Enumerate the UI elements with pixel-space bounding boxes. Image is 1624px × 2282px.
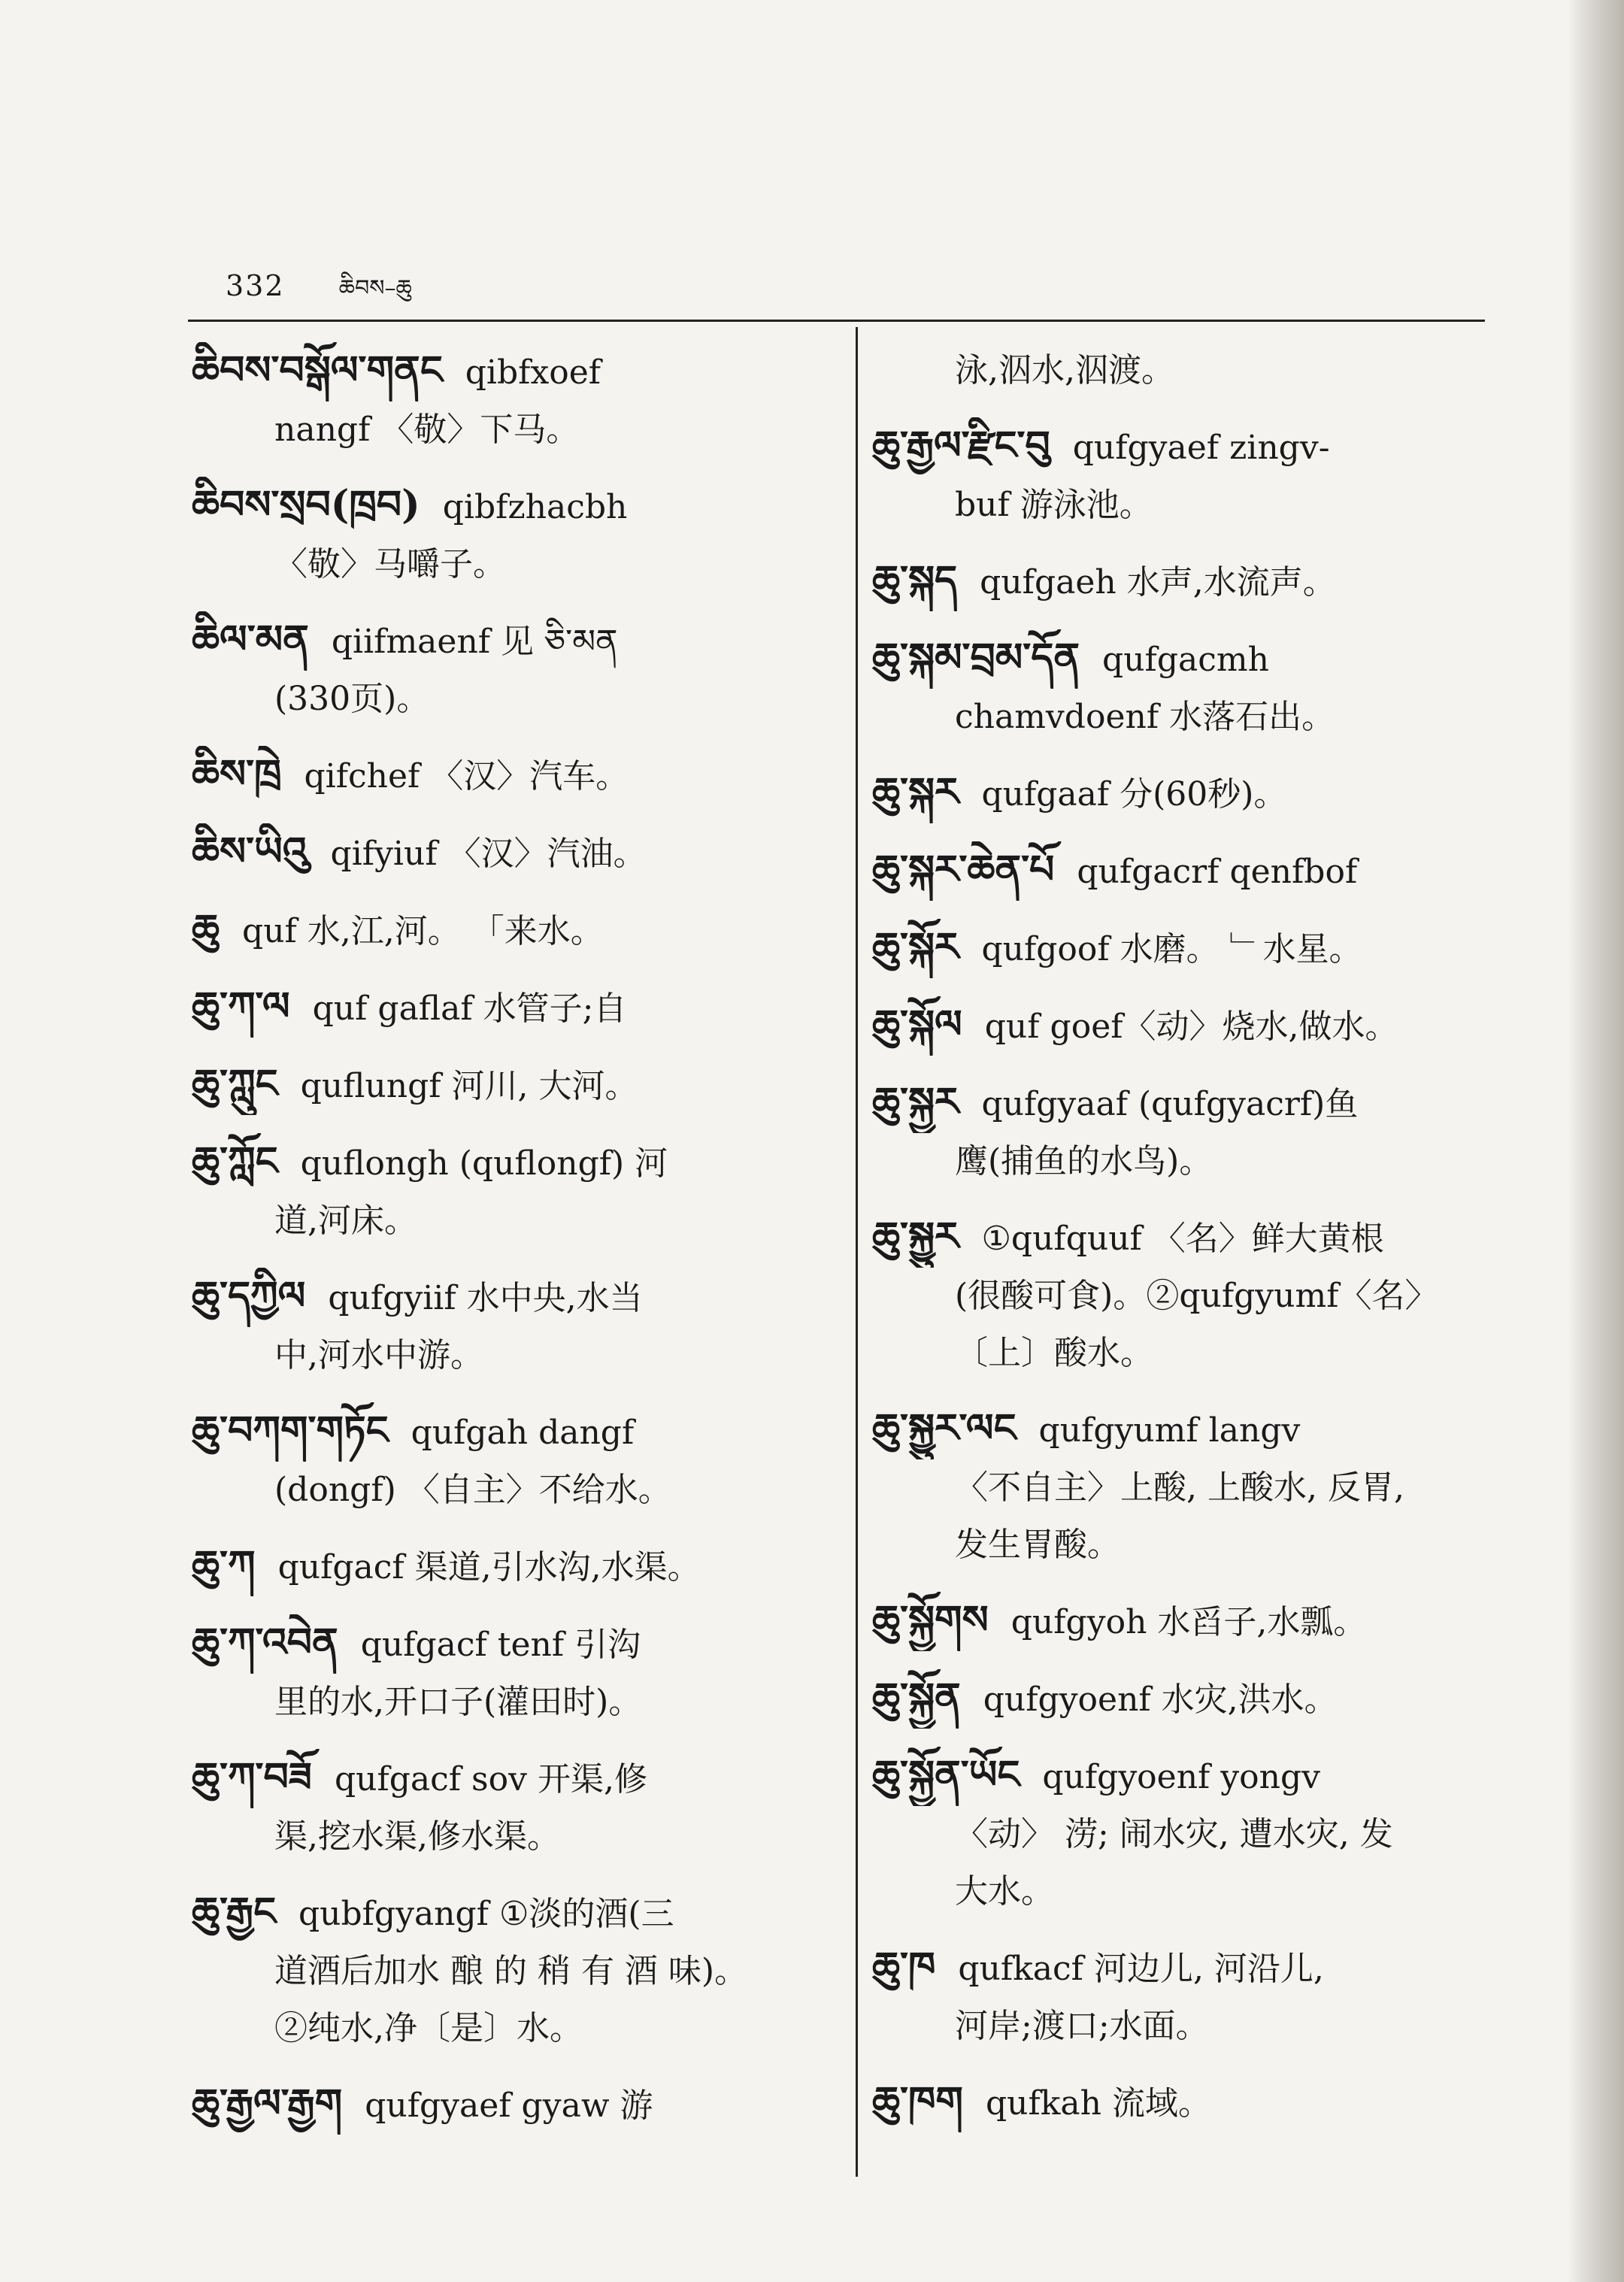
entry-line: [872, 1592, 1511, 1651]
entry-text: 中,河水中游。: [274, 1336, 483, 1374]
dictionary-entry: [872, 342, 1511, 399]
entry-line: [192, 1193, 838, 1250]
entry-line: [872, 1400, 1511, 1459]
entry-text: 里的水,开口子(灌田时)。: [274, 1683, 642, 1721]
dictionary-entry: [872, 1938, 1511, 2055]
page-number: 332: [226, 269, 285, 302]
dictionary-entry: [872, 1074, 1511, 1190]
entry-text: quf goef〈动〉烧水,做水。: [984, 1008, 1398, 1046]
entry-line: [872, 1938, 1511, 1998]
dictionary-entry: [192, 823, 838, 883]
entry-line: [872, 629, 1511, 689]
entry-line: [872, 1669, 1511, 1729]
entry-line: [192, 1402, 838, 1462]
entry-text: nangf 〈敬〉下马。: [274, 411, 580, 449]
entry-text: qubfgyangf ①淡的酒(三: [298, 1895, 674, 1933]
tibetan-headword: ཆུ་སྐྱོགས: [872, 1597, 989, 1643]
entry-text: qufgyaef gyaw 游: [365, 2087, 653, 2125]
entry-text: (330页)。: [274, 680, 430, 718]
tibetan-headword: ཆིས་ཁྲེ: [192, 751, 282, 797]
entry-line: [872, 841, 1511, 901]
tibetan-headword: ཆུ་སྐོར: [872, 924, 959, 970]
entry-text: qibfzhacbh: [442, 488, 628, 526]
tibetan-headword: ཆིས་ཡིའུ: [192, 829, 308, 874]
dictionary-entry: [872, 1208, 1511, 1382]
tibetan-headword: ཆུ་སྐྱུར: [872, 1214, 959, 1259]
entry-text: (dongf) 〈自主〉不给水。: [274, 1471, 671, 1509]
entry-text: quflungf 河川, 大河。: [300, 1067, 638, 1105]
entry-text: qufgacf 渠道,引水沟,水渠。: [277, 1548, 701, 1586]
entry-line: [872, 1268, 1511, 1325]
tibetan-headword: ཆིབས་སྲབ(ཁྲབ): [192, 482, 420, 528]
entry-text: 〔上〕酸水。: [955, 1334, 1153, 1372]
entry-text: 〈不自主〉上酸, 上酸水, 反胃,: [955, 1468, 1404, 1507]
dictionary-entry: [872, 1400, 1511, 1574]
entry-line: [872, 1517, 1511, 1574]
entry-line: [192, 611, 838, 671]
tibetan-headword: ཆུ་ཀ་བཟོ: [192, 1754, 312, 1800]
entry-line: [192, 901, 838, 960]
entry-text: qibfxoef: [465, 353, 601, 392]
entry-line: [872, 689, 1511, 746]
entry-text: qufgoof 水磨。 ﹂水星。: [981, 930, 1362, 968]
dictionary-entry: [872, 1592, 1511, 1651]
page-header: [226, 263, 412, 326]
tibetan-headword: ཆིབས་བསྒོལ་གནང: [192, 347, 443, 393]
tibetan-headword: ཆུ་སྐམ་བྲམ་དོན: [872, 635, 1080, 680]
entry-line: [192, 1327, 838, 1384]
running-head: ཆིབས–ཆུ: [338, 275, 412, 302]
entry-text: buf 游泳池。: [955, 486, 1153, 524]
entry-text: qufgyumf langv: [1038, 1411, 1301, 1450]
entry-line: [872, 1998, 1511, 2055]
entry-text: qufgyoenf yongv: [1042, 1758, 1321, 1796]
entry-text: 泳,泅水,泅渡。: [955, 351, 1174, 389]
entry-line: [192, 342, 838, 402]
entry-text: qufkacf 河边儿, 河沿儿,: [958, 1950, 1324, 1988]
dictionary-entry: [192, 1402, 838, 1519]
dictionary-entry: [192, 1614, 838, 1731]
entry-line: [872, 1863, 1511, 1920]
entry-line: [192, 402, 838, 459]
entry-line: [192, 1268, 838, 1327]
entry-text: qufgah dangf: [411, 1414, 635, 1452]
entry-text: qufgaeh 水声,水流声。: [980, 563, 1336, 602]
entry-text: qufgyaef zingv-: [1072, 429, 1330, 467]
dictionary-entry: [872, 1669, 1511, 1729]
entry-line: [192, 823, 838, 883]
entry-line: [872, 1747, 1511, 1806]
entry-text: qufgacrf qenfbof: [1077, 853, 1358, 891]
tibetan-headword: ཆུ་བཀག་གཏོང: [192, 1408, 389, 1453]
tibetan-headword: ཆིལ་མན: [192, 617, 309, 662]
tibetan-headword: ཆུ་སྐོལ: [872, 1002, 962, 1047]
entry-line: [192, 2000, 838, 2057]
entry-text: 河岸;渡口;水面。: [955, 2007, 1209, 2045]
entry-text: qufgacmh: [1102, 641, 1269, 679]
entry-line: [872, 1133, 1511, 1190]
tibetan-headword: ཆུ་སྐྱར: [872, 1079, 959, 1125]
entry-line: [192, 1462, 838, 1519]
entry-line: [192, 1883, 838, 1943]
entry-line: [872, 417, 1511, 477]
dictionary-entry: [872, 417, 1511, 534]
entry-line: [192, 1133, 838, 1193]
dictionary-entry: [192, 746, 838, 805]
entry-text: qufgyaaf (qufgyacrf)鱼: [981, 1085, 1359, 1123]
entry-text: qifyiuf 〈汉〉汽油。: [330, 835, 647, 873]
page-edge-shadow: [1568, 0, 1624, 2282]
entry-text: 发生胃酸。: [955, 1526, 1120, 1564]
entry-text: quf gaflaf 水管子;自: [312, 989, 627, 1028]
entry-line: [872, 996, 1511, 1056]
entry-text: (很酸可食)。②qufgyumf〈名〉: [955, 1277, 1438, 1315]
entry-line: [872, 1459, 1511, 1517]
entry-text: 道酒后加水 酿 的 稍 有 酒 味)。: [274, 1952, 748, 1990]
right-column: [872, 342, 1511, 2150]
dictionary-entry: [192, 1056, 838, 1115]
dictionary-entry: [192, 1749, 838, 1865]
entry-text: ②纯水,净〔是〕水。: [274, 2009, 583, 2047]
tibetan-headword: ཆུ་རྒྱང: [192, 1889, 276, 1935]
entry-line: [872, 919, 1511, 978]
dictionary-entry: [192, 611, 838, 728]
tibetan-headword: ཆུ་ཀ་འབེན: [192, 1620, 338, 1665]
tibetan-headword: ཆུ་སྐར་ཆེན་པོ: [872, 847, 1055, 892]
dictionary-entry: [872, 1747, 1511, 1920]
entry-text: qiifmaenf 见 ཅི་མན: [331, 623, 618, 661]
dictionary-entry: [192, 1268, 838, 1384]
dictionary-entry: [872, 552, 1511, 611]
entry-line: [872, 552, 1511, 611]
entry-line: [872, 1806, 1511, 1863]
dictionary-entry: [192, 477, 838, 593]
entry-text: qufkah 流域。: [985, 2084, 1211, 2123]
entry-line: [872, 477, 1511, 534]
left-column: [192, 342, 838, 2153]
entry-text: qufgyiif 水中央,水当: [328, 1279, 643, 1317]
entry-text: ①qufquuf 〈名〉鲜大黄根: [981, 1220, 1384, 1258]
entry-line: [192, 1749, 838, 1808]
dictionary-entry: [192, 1133, 838, 1250]
entry-text: qufgyoh 水舀子,水瓢。: [1010, 1603, 1367, 1641]
entry-line: [192, 978, 838, 1038]
entry-line: [192, 1056, 838, 1115]
column-divider: [856, 327, 858, 2177]
entry-line: [192, 2075, 838, 2135]
entry-text: qufgyoenf 水灾,洪水。: [983, 1680, 1338, 1719]
tibetan-headword: ཆུ་དཀྱིལ: [192, 1273, 306, 1319]
entry-text: 大水。: [955, 1872, 1054, 1911]
entry-line: [192, 1537, 838, 1596]
tibetan-headword: ཆུ་སྐྱོན: [872, 1674, 961, 1720]
dictionary-entry: [872, 629, 1511, 746]
entry-line: [872, 2073, 1511, 2132]
entry-line: [872, 1325, 1511, 1382]
tibetan-headword: ཆུ་ཀློང: [192, 1138, 278, 1184]
entry-text: qufgaaf 分(60秒)。: [981, 775, 1287, 814]
tibetan-headword: ཆུ་ཀ་ལ: [192, 983, 290, 1029]
tibetan-headword: ཆུ་ཀླུང: [192, 1061, 278, 1107]
dictionary-entry: [192, 978, 838, 1038]
dictionary-entry: [192, 1537, 838, 1596]
tibetan-headword: ཆུ་ཁག: [872, 2078, 963, 2124]
tibetan-headword: ཆུ་རྒྱལ་རྒྱག: [192, 2080, 343, 2126]
entry-text: quf 水,江,河。 「来水。: [242, 912, 604, 950]
entry-line: [192, 477, 838, 536]
entry-line: [192, 1674, 838, 1731]
entry-line: [192, 1808, 838, 1865]
entry-line: [192, 1943, 838, 2000]
tibetan-headword: ཆུ་སྐྱོན་ཡོང: [872, 1752, 1020, 1798]
entry-line: [872, 342, 1511, 399]
tibetan-headword: ཆུ་སྐད: [872, 557, 958, 603]
dictionary-entry: [872, 841, 1511, 901]
tibetan-headword: ཆུ་རྒྱལ་རྫིང་བུ: [872, 423, 1050, 468]
dictionary-entry: [872, 919, 1511, 978]
entry-line: [192, 1614, 838, 1674]
entry-line: [192, 536, 838, 593]
entry-text: chamvdoenf 水落石出。: [955, 698, 1335, 736]
entry-line: [872, 1074, 1511, 1133]
dictionary-entry: [192, 342, 838, 459]
entry-line: [192, 671, 838, 728]
dictionary-entry: [872, 996, 1511, 1056]
tibetan-headword: ཆུ་སྐྱུར་ལང: [872, 1405, 1017, 1451]
entry-text: 道,河床。: [274, 1202, 417, 1240]
dictionary-entry: [192, 2075, 838, 2135]
entry-text: 〈敬〉马嚼子。: [274, 545, 506, 583]
tibetan-headword: ཆུ་ཀ: [192, 1542, 256, 1588]
entry-text: 渠,挖水渠,修水渠。: [274, 1817, 560, 1856]
tibetan-headword: ཆུ: [192, 906, 220, 952]
entry-line: [192, 746, 838, 805]
entry-line: [872, 1208, 1511, 1268]
entry-text: 〈动〉 涝; 闹水灾, 遭水灾, 发: [955, 1815, 1393, 1853]
entry-text: 鹰(捕鱼的水鸟)。: [955, 1142, 1213, 1180]
dictionary-entry: [192, 901, 838, 960]
entry-text: qufgacf sov 开渠,修: [334, 1760, 647, 1799]
entry-text: qufgacf tenf 引沟: [360, 1626, 641, 1664]
entry-text: quflongh (quflongf) 河: [300, 1144, 668, 1183]
tibetan-headword: ཆུ་ཁ: [872, 1944, 936, 1990]
dictionary-entry: [872, 2073, 1511, 2132]
dictionary-entry: [872, 764, 1511, 823]
dictionary-entry: [192, 1883, 838, 2057]
entry-text: qifchef 〈汉〉汽车。: [304, 757, 629, 796]
entry-line: [872, 764, 1511, 823]
tibetan-headword: ཆུ་སྐར: [872, 769, 959, 815]
header-rule: [188, 320, 1485, 322]
